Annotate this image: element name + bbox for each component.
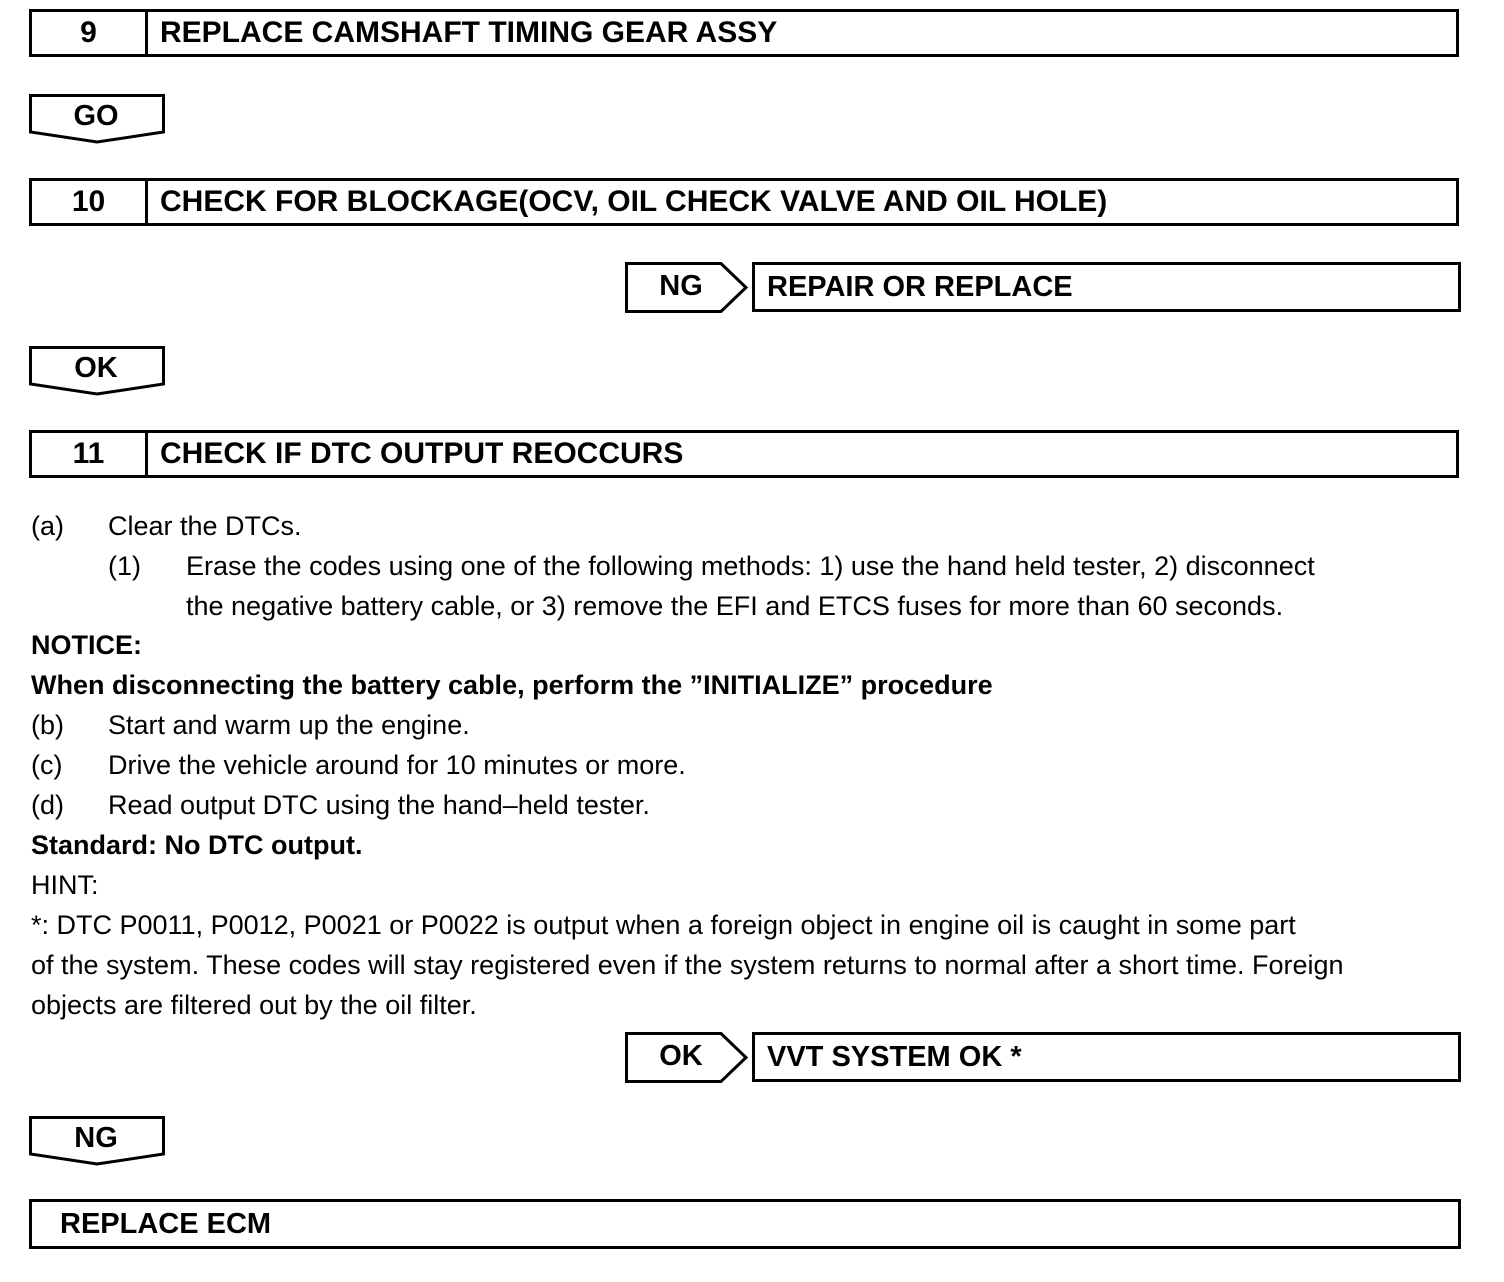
replace-ecm-box: REPLACE ECM	[29, 1199, 1461, 1249]
item-b-text: Start and warm up the engine.	[108, 710, 470, 740]
step-number: 9	[32, 12, 148, 54]
hint-line-2: of the system. These codes will stay registered even if the system returns to normal after a short time. Foreign	[31, 950, 1344, 980]
item-d-label: (d)	[31, 790, 64, 820]
step-9-box	[29, 9, 1459, 57]
step-title: REPLACE CAMSHAFT TIMING GEAR ASSY	[160, 16, 778, 49]
vvt-system-ok-box: VVT SYSTEM OK *	[752, 1032, 1461, 1082]
item-d-text: Read output DTC using the hand–held tester.	[108, 790, 650, 820]
step-title: CHECK FOR BLOCKAGE(OCV, OIL CHECK VALVE AND OIL HOLE)	[160, 185, 1108, 218]
step-10-box	[29, 178, 1459, 226]
notice-text: When disconnecting the battery cable, perform the ”INITIALIZE” procedure	[31, 670, 993, 700]
item-a-label: (a)	[31, 511, 64, 541]
step-number: 10	[32, 181, 148, 223]
flow-ng-label: NG	[74, 1122, 118, 1154]
item-c-label: (c)	[31, 750, 63, 780]
item-a1-label: (1)	[108, 551, 141, 581]
item-c-text: Drive the vehicle around for 10 minutes or more.	[108, 750, 686, 780]
hint-line-1: *: DTC P0011, P0012, P0021 or P0022 is output when a foreign object in engine oil is caught in some part	[31, 910, 1296, 940]
step-title: CHECK IF DTC OUTPUT REOCCURS	[160, 437, 684, 470]
flow-ok-label: OK	[74, 352, 118, 384]
hint-line-3: objects are filtered out by the oil filter.	[31, 990, 477, 1020]
item-a1-line2: the negative battery cable, or 3) remove the EFI and ETCS fuses for more than 60 seconds.	[186, 591, 1284, 621]
branch-ok-tag: OK	[659, 1040, 703, 1072]
standard-text: Standard: No DTC output.	[31, 830, 363, 860]
step-11-box	[29, 430, 1459, 478]
hint-heading: HINT:	[31, 870, 99, 900]
flow-go-label: GO	[73, 100, 119, 132]
item-a-text: Clear the DTCs.	[108, 511, 302, 541]
branch-ng-tag: NG	[659, 270, 703, 302]
notice-heading: NOTICE:	[31, 630, 142, 660]
repair-or-replace-box: REPAIR OR REPLACE	[752, 262, 1461, 312]
step-number: 11	[32, 433, 148, 475]
item-a1-line1: Erase the codes using one of the following methods: 1) use the hand held tester, 2) disconnect	[186, 551, 1315, 581]
item-b-label: (b)	[31, 710, 64, 740]
